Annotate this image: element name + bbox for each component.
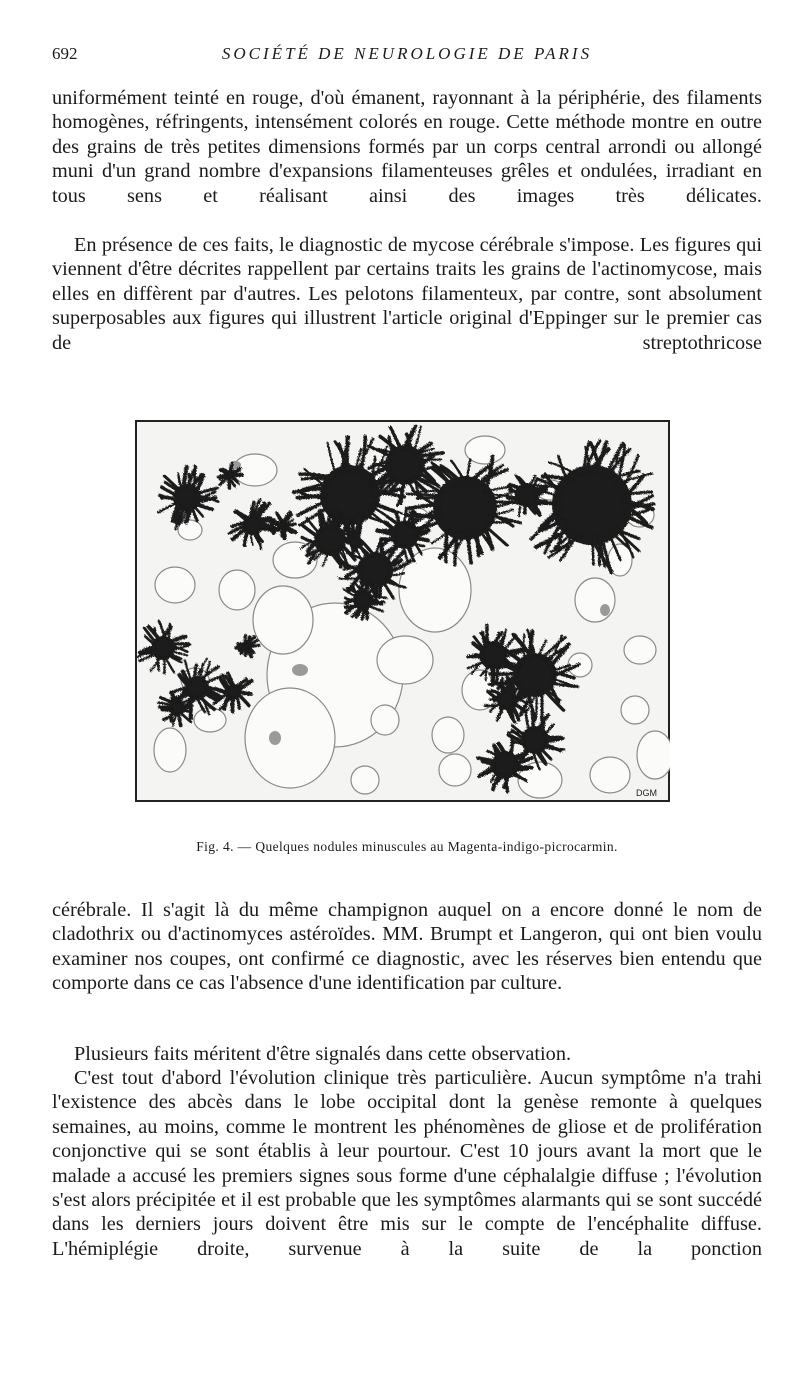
cell-outline — [439, 754, 471, 786]
figure-signature: DGM — [636, 788, 657, 798]
cell-nucleus — [269, 731, 281, 745]
cell-outline — [575, 578, 615, 622]
figure-caption: Fig. 4. — Quelques nodules minuscules au Magenta-indigo-picrocarmin. — [196, 839, 618, 854]
cell-outline — [637, 731, 670, 779]
cell-outline — [155, 567, 195, 603]
cell-outline — [194, 708, 226, 732]
page-number: 692 — [52, 44, 78, 63]
cell-outline — [590, 757, 630, 793]
cell-outline — [219, 570, 255, 610]
paragraph-2: En présence de ces faits, le diagnostic de mycose cérébrale s'impose. Les figures qui viennent d'être décrites rappellent par certains traits les grains de l'actinomycose, mais elles en diffèrent par d'autres. Les pelotons filamenteux, par contre, sont absolument superposables aux figures qui illustrent l'article original d'Eppinger sur le premier cas de streptothricose — [52, 234, 762, 354]
cell-outline — [154, 728, 186, 772]
cell-outline — [253, 586, 313, 654]
paragraph-4: Plusieurs faits méritent d'être signalés dans cette observation. — [74, 1043, 572, 1065]
cell-outline — [624, 636, 656, 664]
running-header — [52, 44, 762, 72]
cell-nucleus — [600, 604, 610, 616]
cell-outline — [245, 688, 335, 788]
cell-outline — [432, 717, 464, 753]
cell-outline — [371, 705, 399, 735]
paragraph-3: cérébrale. Il s'agit là du même champignon auquel on a encore donné le nom de cladothrix ou d'actinomyces astéroïdes. MM. Brumpt et Langeron, qui ont bien voulu examiner nos coupes, ont confirmé ce diagnostic, avec les réserves bien entendu que comporte dans ce cas l'absence d'une identification par culture. — [52, 899, 762, 995]
cell-nucleus — [292, 664, 308, 676]
running-title: SOCIÉTÉ DE NEUROLOGIE DE PARIS — [221, 44, 593, 63]
paragraph-5: C'est tout d'abord l'évolution clinique très particulière. Aucun symptôme n'a trahi l'existence des abcès dans le lobe occipital dont la genèse remonte à quelques semaines, au moins, comme le montrent les phénomènes de gliose et de prolifération conjonctive qui se sont établis à leur pourtour. C'est 10 jours avant la mort que le malade a accusé les premiers signes sous forme d'une céphalalgie diffuse ; l'évolution s'est alors précipitée et il est probable que les symptômes alarmants qui se sont succédé dans les derniers jours doivent être mis sur le compte de l'encéphalite diffuse. L'hémiplégie droite, survenue à la suite de la ponction — [52, 1067, 762, 1260]
figure-micrograph — [135, 420, 670, 802]
cell-outline — [351, 766, 379, 794]
cell-outline — [377, 636, 433, 684]
cell-outline — [621, 696, 649, 724]
paragraph-1: uniformément teinté en rouge, d'où émanent, rayonnant à la périphérie, des filaments homogènes, réfringents, intensément colorés en rouge. Cette méthode montre en outre des grains de très petites dimensions formés par un corps central arrondi ou allongé muni d'un grand nombre d'expansions filamenteuses grêles et ondulées, irradiant en tous sens et réalisant ainsi des images très délicates. — [52, 87, 762, 207]
micrograph-illustration — [135, 420, 670, 802]
